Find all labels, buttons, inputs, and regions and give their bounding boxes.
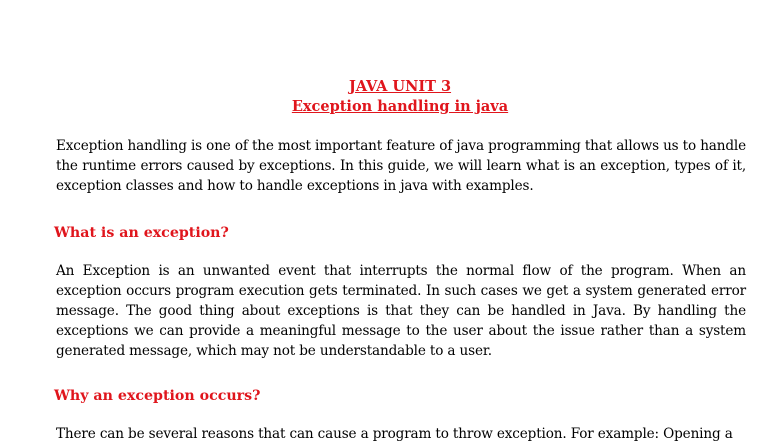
- document-subtitle: Exception handling in java: [291, 98, 509, 115]
- document-title: JAVA UNIT 3: [348, 78, 452, 95]
- section-heading-why-exception-occurs: Why an exception occurs?: [54, 388, 261, 404]
- section-heading-what-is-exception: What is an exception?: [54, 225, 229, 241]
- section-paragraph-why-exception-occurs: There can be several reasons that can cause a program to throw exception. For example: Opening a: [56, 426, 733, 442]
- section-paragraph-what-is-exception: An Exception is an unwanted event that interrupts the normal flow of the program. When an exception occurs program execution gets terminated. In such cases we get a system generated error message. The good thing about exceptions is that they can be handled in Java. By handling the exceptions we can provide a meaningful message to the user about the issue rather than a system generated message, which may not be understandable to a user.: [56, 263, 746, 359]
- intro-paragraph: Exception handling is one of the most important feature of java programming that allows us to handle the runtime errors caused by exceptions. In this guide, we will learn what is an exception, types of it, exception classes and how to handle exceptions in java with examples.: [56, 138, 747, 194]
